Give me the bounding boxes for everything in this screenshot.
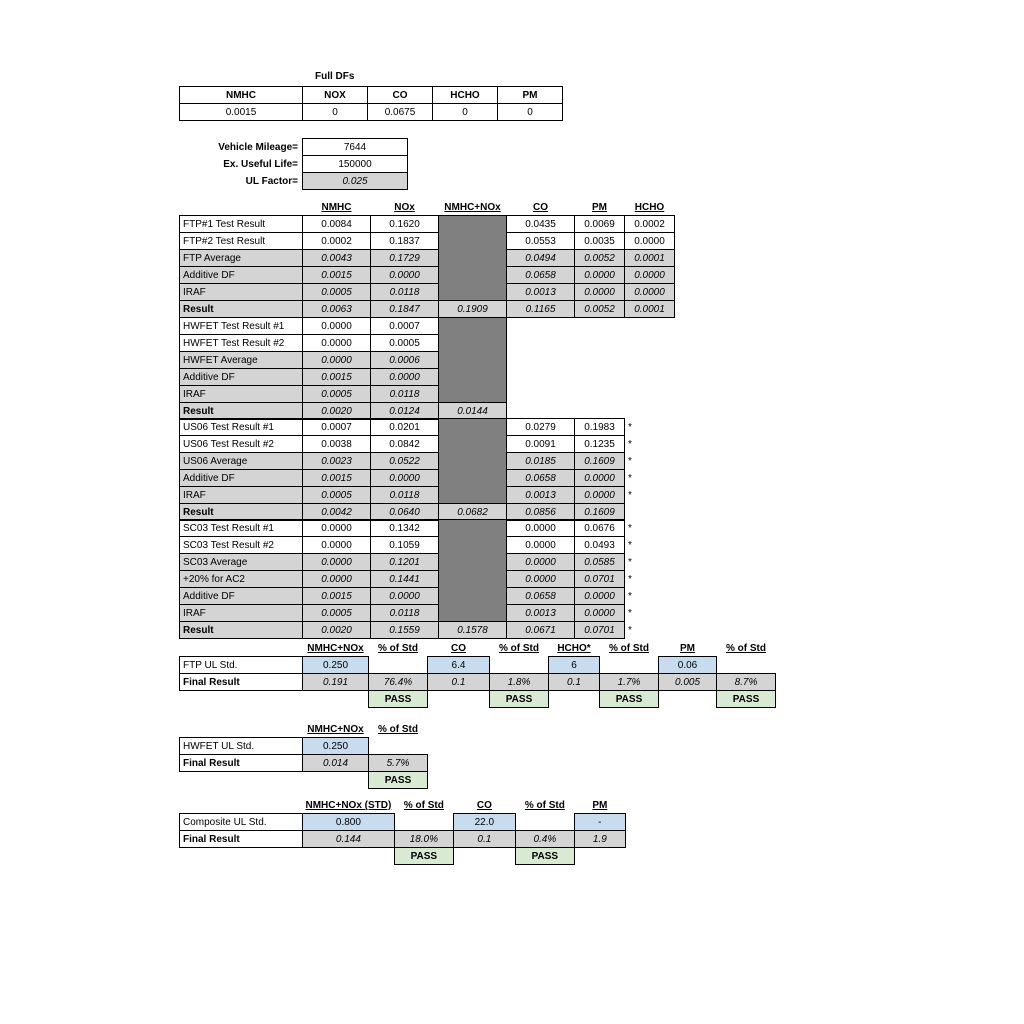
sc03-cell-nmhc: 0.0015 (303, 588, 371, 605)
sc03-footnote-marker: * (628, 556, 632, 568)
sc03-cell-co: 0.0658 (507, 588, 575, 605)
hwfetul-std-nmhcnox: 0.250 (303, 738, 369, 755)
us06-footnote-marker: * (628, 489, 632, 501)
ftpul-final-hcho-pct: 1.7% (600, 674, 659, 691)
ftp-header-hcho: HCHO (634, 202, 665, 213)
spacer (428, 691, 490, 708)
ftpul-final-label: Final Result (180, 674, 303, 691)
table-row (180, 537, 646, 554)
hwfet-cell-nmhc: 0.0000 (303, 352, 371, 369)
ftp-cell-pm: 0.0052 (575, 250, 625, 267)
comp-final-nmhcnox-pct: 18.0% (394, 831, 453, 848)
sc03-row-label: SC03 Test Result #2 (180, 537, 303, 554)
ftpul-pass-nmhcnox: PASS (369, 691, 428, 708)
ftp-cell-nox: 0.1847 (371, 301, 439, 318)
us06-cell-co: 0.0091 (507, 436, 575, 453)
sc03-row-label: IRAF (180, 605, 303, 622)
us06-cell-pm: 0.0000 (575, 487, 625, 504)
vehicle-mileage-value: 7644 (303, 139, 408, 156)
us06-cell-nmhc: 0.0042 (303, 504, 371, 521)
comp-final-co-pct: 0.4% (515, 831, 574, 848)
us06-cell-nmhc: 0.0023 (303, 453, 371, 470)
sc03-row-label: +20% for AC2 (180, 571, 303, 588)
table-row (180, 588, 646, 605)
ftp-results-table (179, 200, 675, 318)
ul-factor-label: UL Factor= (245, 175, 298, 187)
full-dfs-value-co: 0.0675 (368, 104, 433, 121)
comp-final-label: Final Result (180, 831, 303, 848)
table-row (180, 318, 507, 335)
hwfet-ul-summary-table (179, 722, 428, 789)
vehicle-mileage-label: Vehicle Mileage= (218, 141, 298, 153)
spacer (303, 848, 395, 865)
table-header-row (180, 798, 626, 814)
table-row (180, 691, 776, 708)
ftp-cell-pm: 0.0052 (575, 301, 625, 318)
sc03-cell-co: 0.0013 (507, 605, 575, 622)
ftp-header-nox: NOx (394, 202, 415, 213)
sc03-cell-pm: 0.0676 (575, 520, 625, 537)
sc03-cell-pm: 0.0701 (575, 622, 625, 639)
us06-cell-pm: 0.1609 (575, 453, 625, 470)
ftp-header-co: CO (533, 202, 548, 213)
us06-cell-nox: 0.0201 (371, 419, 439, 436)
us06-footnote-marker: * (628, 438, 632, 450)
ftp-cell-nmhc: 0.0043 (303, 250, 371, 267)
ftp-cell-nox: 0.0118 (371, 284, 439, 301)
ftpul-std-co: 6.4 (428, 657, 490, 674)
hwfet-cell-nox: 0.0007 (371, 318, 439, 335)
table-row (180, 848, 626, 865)
ftpul-header-hcho: HCHO* (557, 643, 591, 654)
ftp-row-label: FTP Average (180, 250, 303, 267)
us06-cell-co: 0.0279 (507, 419, 575, 436)
full-dfs-header-co: CO (368, 87, 433, 104)
spacer (369, 657, 428, 674)
ftp-cell-co: 0.0435 (507, 216, 575, 233)
ftp-header-pm: PM (592, 202, 607, 213)
comp-pass-co: PASS (515, 848, 574, 865)
ftp-cell-co: 0.0553 (507, 233, 575, 250)
ftp-cell-nmhc: 0.0063 (303, 301, 371, 318)
ftp-row-label: IRAF (180, 284, 303, 301)
ftpul-std-nmhcnox: 0.250 (303, 657, 369, 674)
table-row (180, 284, 675, 301)
us06-cell-nox: 0.0842 (371, 436, 439, 453)
ftp-cell-co: 0.0013 (507, 284, 575, 301)
table-row (180, 436, 646, 453)
table-row (180, 233, 675, 250)
us06-cell-pm: 0.0000 (575, 470, 625, 487)
hwfetul-final-label: Final Result (180, 755, 303, 772)
us06-cell-nox: 0.0522 (371, 453, 439, 470)
spacer (303, 772, 369, 789)
ftpul-final-co-pct: 1.8% (490, 674, 549, 691)
ftp-cell-nmhc: 0.0002 (303, 233, 371, 250)
ftpul-header-pct3: % of Std (609, 643, 649, 655)
table-row (180, 487, 646, 504)
full-dfs-value-hcho: 0 (433, 104, 498, 121)
comp-std-co: 22.0 (453, 814, 515, 831)
hwfet-row-label: IRAF (180, 386, 303, 403)
table-row (180, 250, 675, 267)
hwfetul-std-label: HWFET UL Std. (180, 738, 303, 755)
hwfet-merged-blank (439, 318, 507, 403)
hwfet-cell-nox: 0.0124 (371, 403, 439, 420)
us06-cell-nox: 0.0000 (371, 470, 439, 487)
sc03-cell-pm: 0.0000 (575, 588, 625, 605)
us06-row-label: Additive DF (180, 470, 303, 487)
spacer (717, 657, 776, 674)
hwfetul-final-pct: 5.7% (369, 755, 428, 772)
hwfet-results-table (179, 317, 507, 420)
spacer (394, 814, 453, 831)
sc03-cell-nmhc: 0.0000 (303, 571, 371, 588)
table-row (180, 814, 626, 831)
ftp-cell-pm: 0.0069 (575, 216, 625, 233)
ftpul-header-co: CO (451, 643, 466, 654)
us06-row-label: Result (180, 504, 303, 521)
table-row (180, 504, 646, 521)
us06-cell-co: 0.0856 (507, 504, 575, 521)
hwfet-cell-nmhc: 0.0000 (303, 335, 371, 352)
spacer (369, 738, 428, 755)
ftp-cell-hcho: 0.0000 (625, 284, 675, 301)
us06-row-label: US06 Test Result #2 (180, 436, 303, 453)
spacer (453, 848, 515, 865)
ftp-cell-hcho: 0.0000 (625, 267, 675, 284)
sc03-cell-nmhc: 0.0000 (303, 520, 371, 537)
hwfet-cell-nmhc: 0.0020 (303, 403, 371, 420)
sc03-cell-co: 0.0000 (507, 571, 575, 588)
sc03-cell-nox: 0.1342 (371, 520, 439, 537)
us06-cell-nox: 0.0118 (371, 487, 439, 504)
full-dfs-value-nmhc: 0.0015 (180, 104, 303, 121)
sc03-cell-nmhc: 0.0020 (303, 622, 371, 639)
table-row (180, 605, 646, 622)
sc03-merged-blank (439, 520, 507, 622)
us06-cell-nmhc: 0.0015 (303, 470, 371, 487)
table-row (180, 470, 646, 487)
ftpul-std-label: FTP UL Std. (180, 657, 303, 674)
spacer (180, 772, 303, 789)
sc03-row-label: Additive DF (180, 588, 303, 605)
ftpul-final-nmhcnox-pct: 76.4% (369, 674, 428, 691)
hwfet-row-label: HWFET Test Result #2 (180, 335, 303, 352)
table-row (180, 453, 646, 470)
sc03-cell-pm: 0.0000 (575, 605, 625, 622)
comp-pass-nmhcnox: PASS (394, 848, 453, 865)
table-row (180, 267, 675, 284)
ftpul-final-hcho: 0.1 (549, 674, 600, 691)
us06-row-label: US06 Average (180, 453, 303, 470)
ftp-cell-nox: 0.1729 (371, 250, 439, 267)
sc03-footnote-marker: * (628, 590, 632, 602)
ftp-cell-nmhcnox: 0.1909 (439, 301, 507, 318)
sc03-cell-nmhc: 0.0000 (303, 554, 371, 571)
comp-final-nmhcnox: 0.144 (303, 831, 395, 848)
ftp-cell-pm: 0.0000 (575, 267, 625, 284)
table-row (180, 772, 428, 789)
sc03-cell-co: 0.0000 (507, 520, 575, 537)
sc03-cell-nox: 0.0000 (371, 588, 439, 605)
sc03-cell-co: 0.0671 (507, 622, 575, 639)
spacer (659, 691, 717, 708)
ftpul-pass-co: PASS (490, 691, 549, 708)
sc03-footnote-marker: * (628, 573, 632, 585)
ftp-cell-co: 0.1165 (507, 301, 575, 318)
sc03-footnote-marker: * (628, 539, 632, 551)
sc03-row-label: SC03 Average (180, 554, 303, 571)
table-row (180, 87, 563, 104)
ftp-row-label: Result (180, 301, 303, 318)
sc03-results-table (179, 519, 646, 639)
ul-factor-value: 0.025 (303, 173, 408, 190)
sc03-footnote-marker: * (628, 624, 632, 636)
sc03-cell-nox: 0.0118 (371, 605, 439, 622)
comp-header-pct2: % of Std (524, 800, 565, 812)
hwfetul-final-nmhcnox: 0.014 (303, 755, 369, 772)
table-row (180, 403, 507, 420)
table-row (179, 173, 408, 190)
full-dfs-header-nmhc: NMHC (180, 87, 303, 104)
us06-cell-nmhc: 0.0007 (303, 419, 371, 436)
ftp-merged-blank (439, 216, 507, 301)
ftpul-final-pm-pct: 8.7% (717, 674, 776, 691)
ftp-cell-nox: 0.1620 (371, 216, 439, 233)
hwfet-cell-nmhc: 0.0005 (303, 386, 371, 403)
us06-cell-nmhc: 0.0005 (303, 487, 371, 504)
us06-results-table (179, 418, 646, 521)
spacer (180, 848, 303, 865)
table-row (180, 301, 675, 318)
full-dfs-value-pm: 0 (498, 104, 563, 121)
hwfet-cell-nmhc: 0.0000 (303, 318, 371, 335)
table-row (180, 674, 776, 691)
hwfet-cell-nox: 0.0005 (371, 335, 439, 352)
ftpul-pass-pm: PASS (717, 691, 776, 708)
table-row (180, 755, 428, 772)
comp-final-co: 0.1 (453, 831, 515, 848)
table-header-row (180, 641, 776, 657)
ftpul-final-nmhcnox: 0.191 (303, 674, 369, 691)
sc03-cell-pm: 0.0701 (575, 571, 625, 588)
us06-cell-co: 0.0658 (507, 470, 575, 487)
spacer (180, 691, 303, 708)
comp-header-pct1: % of Std (403, 800, 444, 812)
ftp-cell-co: 0.0658 (507, 267, 575, 284)
full-dfs-header-pm: PM (498, 87, 563, 104)
hwfet-cell-nox: 0.0118 (371, 386, 439, 403)
hwfet-cell-nox: 0.0000 (371, 369, 439, 386)
us06-footnote-marker: * (628, 472, 632, 484)
full-dfs-header-nox: NOX (303, 87, 368, 104)
table-header-row (180, 722, 428, 738)
sc03-cell-nox: 0.1201 (371, 554, 439, 571)
hwfet-row-label: Result (180, 403, 303, 420)
table-header-row (180, 200, 675, 216)
ftpul-std-pm: 0.06 (659, 657, 717, 674)
ftpul-header-pct4: % of Std (726, 643, 766, 655)
hwfet-row-label: HWFET Test Result #1 (180, 318, 303, 335)
ftpul-header-pct2: % of Std (499, 643, 539, 655)
comp-final-pm: 1.9 (574, 831, 625, 848)
ftp-cell-pm: 0.0000 (575, 284, 625, 301)
sc03-cell-co: 0.0000 (507, 554, 575, 571)
spacer (490, 657, 549, 674)
us06-cell-pm: 0.1235 (575, 436, 625, 453)
table-row (180, 554, 646, 571)
table-row (180, 622, 646, 639)
us06-cell-nmhcnox: 0.0682 (439, 504, 507, 521)
ftp-cell-nmhc: 0.0084 (303, 216, 371, 233)
sc03-cell-nmhcnox: 0.1578 (439, 622, 507, 639)
hwfetul-pass: PASS (369, 772, 428, 789)
us06-cell-pm: 0.1609 (575, 504, 625, 521)
sc03-footnote-marker: * (628, 522, 632, 534)
table-row (180, 657, 776, 674)
sc03-cell-nox: 0.1441 (371, 571, 439, 588)
ftp-row-label: FTP#1 Test Result (180, 216, 303, 233)
comp-std-pm: - (574, 814, 625, 831)
hwfetul-header-pct: % of Std (378, 724, 418, 736)
table-row (179, 139, 408, 156)
table-row (180, 216, 675, 233)
sc03-cell-nmhc: 0.0005 (303, 605, 371, 622)
us06-footnote-marker: * (628, 421, 632, 433)
table-row (180, 419, 646, 436)
comp-std-label: Composite UL Std. (180, 814, 303, 831)
ftp-row-label: FTP#2 Test Result (180, 233, 303, 250)
spacer (600, 657, 659, 674)
ftp-cell-hcho: 0.0000 (625, 233, 675, 250)
table-row (180, 571, 646, 588)
ftpul-header-pct1: % of Std (378, 643, 418, 655)
comp-std-nmhcnox: 0.800 (303, 814, 395, 831)
us06-cell-nox: 0.0640 (371, 504, 439, 521)
us06-cell-nmhc: 0.0038 (303, 436, 371, 453)
ftpul-final-pm: 0.005 (659, 674, 717, 691)
ftp-ul-summary-table (179, 641, 776, 708)
hwfet-row-label: HWFET Average (180, 352, 303, 369)
useful-life-value: 150000 (303, 156, 408, 173)
ftpul-std-hcho: 6 (549, 657, 600, 674)
full-dfs-header-hcho: HCHO (433, 87, 498, 104)
hwfet-cell-nmhc: 0.0015 (303, 369, 371, 386)
ftp-cell-hcho: 0.0001 (625, 250, 675, 267)
full-dfs-value-nox: 0 (303, 104, 368, 121)
comp-header-nmhcnox: NMHC+NOx (STD) (305, 800, 392, 811)
ftpul-header-nmhcnox: NMHC+NOx (307, 643, 364, 654)
comp-header-pm: PM (592, 800, 608, 811)
ftp-row-label: Additive DF (180, 267, 303, 284)
full-dfs-table (179, 86, 563, 121)
ftp-cell-hcho: 0.0001 (625, 301, 675, 318)
ftp-cell-pm: 0.0035 (575, 233, 625, 250)
sc03-cell-nox: 0.1559 (371, 622, 439, 639)
sc03-cell-pm: 0.0493 (575, 537, 625, 554)
table-row (180, 831, 626, 848)
us06-merged-blank (439, 419, 507, 504)
us06-row-label: IRAF (180, 487, 303, 504)
ftpul-final-co: 0.1 (428, 674, 490, 691)
sc03-cell-co: 0.0000 (507, 537, 575, 554)
spacer (574, 848, 625, 865)
table-row (180, 738, 428, 755)
table-row (180, 520, 646, 537)
spacer (515, 814, 574, 831)
sc03-row-label: SC03 Test Result #1 (180, 520, 303, 537)
sc03-cell-pm: 0.0585 (575, 554, 625, 571)
sc03-cell-nox: 0.1059 (371, 537, 439, 554)
ftp-cell-nmhc: 0.0015 (303, 267, 371, 284)
full-dfs-title: Full DFs (315, 71, 355, 82)
hwfetul-header-nmhcnox: NMHC+NOx (307, 724, 364, 735)
sc03-cell-nmhc: 0.0000 (303, 537, 371, 554)
ftpul-header-pm: PM (680, 643, 695, 654)
useful-life-label: Ex. Useful Life= (223, 158, 298, 170)
us06-footnote-marker (625, 504, 646, 521)
comp-header-co: CO (476, 800, 492, 811)
ftp-header-nmhc: NMHC (321, 202, 352, 213)
ftpul-pass-hcho: PASS (600, 691, 659, 708)
vehicle-info-table (179, 138, 408, 190)
hwfet-cell-nmhcnox: 0.0144 (439, 403, 507, 420)
sc03-row-label: Result (180, 622, 303, 639)
spacer (303, 691, 369, 708)
us06-row-label: US06 Test Result #1 (180, 419, 303, 436)
ftp-cell-co: 0.0494 (507, 250, 575, 267)
ftp-cell-hcho: 0.0002 (625, 216, 675, 233)
composite-summary-table (179, 798, 626, 865)
spacer (549, 691, 600, 708)
table-row (180, 104, 563, 121)
ftp-cell-nox: 0.1837 (371, 233, 439, 250)
hwfet-row-label: Additive DF (180, 369, 303, 386)
sc03-footnote-marker: * (628, 607, 632, 619)
us06-cell-co: 0.0013 (507, 487, 575, 504)
us06-footnote-marker: * (628, 455, 632, 467)
table-row (179, 156, 408, 173)
ftp-cell-nmhc: 0.0005 (303, 284, 371, 301)
us06-cell-co: 0.0185 (507, 453, 575, 470)
ftp-header-nmhcnox: NMHC+NOx (444, 202, 501, 213)
us06-cell-pm: 0.1983 (575, 419, 625, 436)
hwfet-cell-nox: 0.0006 (371, 352, 439, 369)
ftp-cell-nox: 0.0000 (371, 267, 439, 284)
